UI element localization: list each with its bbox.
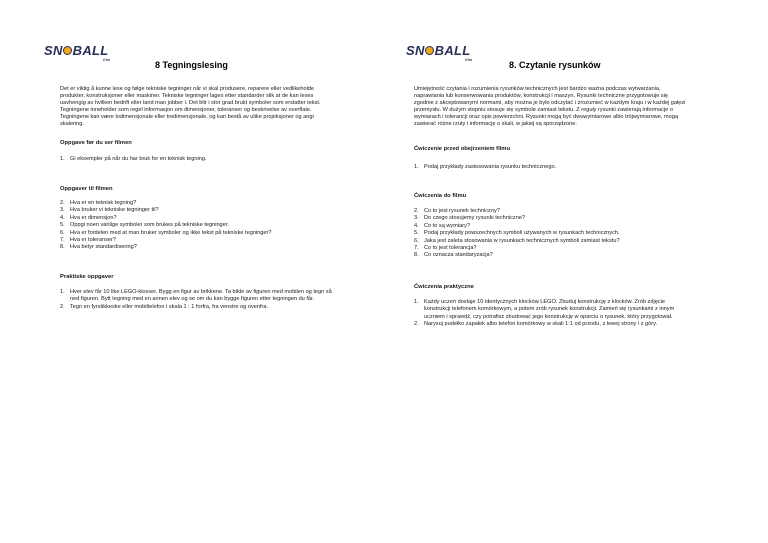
section-heading-practical-left: Praktiske oppgaver — [60, 274, 114, 280]
list-item — [414, 223, 688, 230]
logo-subtext: film — [103, 58, 111, 62]
task-list-practical-right — [414, 299, 688, 329]
page-title-left: 8 Tegningslesing — [155, 60, 228, 70]
list-item-text: Hva er toleranser? — [70, 237, 117, 244]
list-item-number: 5. — [414, 230, 419, 237]
list-item-number: 3. — [60, 207, 65, 214]
logo-wordmark — [44, 43, 111, 62]
task-list-before-film-left — [60, 156, 332, 163]
task-list-practical-left — [60, 289, 332, 311]
logo-text-part1: SN — [44, 43, 63, 58]
list-item — [414, 252, 688, 259]
list-item — [414, 299, 688, 321]
list-item — [60, 156, 332, 163]
list-item — [414, 208, 688, 215]
logo-ball-icon — [63, 46, 72, 55]
logo-text-part1: SN — [406, 43, 425, 58]
list-item-text: Oppgi noen vanlige symboler som brukes på tekniske tegninger. — [70, 222, 229, 229]
list-item-text: Hver elev får 10 like LEGO-klosser. Bygg en figur av brikkene. Ta bilde av figuren med mobilen og tegn så ned figuren. Bytt tegning med en annen elev og se om du kan bygge figuren etter tegningen du får. — [70, 289, 332, 303]
list-item — [60, 222, 332, 229]
right-page — [384, 0, 768, 543]
list-item-number: 4. — [60, 214, 65, 221]
list-item-number: 1. — [60, 156, 65, 162]
list-item-text: Gi eksempler på når du har bruk for en teknisk tegning. — [70, 156, 207, 162]
list-item-number: 8. — [60, 244, 65, 251]
list-item — [60, 289, 332, 304]
list-item-number: 6. — [414, 237, 419, 244]
logo-text-part2: BALL — [72, 43, 109, 58]
list-item-number: 1. — [414, 164, 419, 170]
list-item-text: Hva er dimensjon? — [70, 214, 117, 221]
list-item-text: Tegn en fyrstikkeske eller mobiltelefon i skala 1 : 1 forfra, fra venstre og ovenfra. — [70, 303, 269, 310]
list-item-text: Co to są wymiary? — [424, 222, 471, 229]
list-item-text: Hva betyr standardisering? — [70, 244, 137, 251]
list-item-text: Co to jest rysunek techniczny? — [424, 208, 500, 214]
list-item-text: Do czego stosujemy rysunki techniczne? — [424, 215, 526, 222]
list-item — [60, 207, 332, 214]
list-item-number: 5. — [60, 222, 65, 229]
list-item-text: Hva bruker vi tekniske tegninger til? — [70, 207, 159, 214]
logo-wordmark — [406, 43, 473, 62]
list-item — [414, 321, 688, 328]
list-item-text: Co to jest tolerancja? — [424, 245, 477, 252]
list-item — [60, 237, 332, 244]
list-item-text: Podaj przykłady powszechnych symboli używanych w rysunkach technicznych. — [424, 230, 620, 237]
list-item — [60, 230, 332, 237]
list-item-number: 3. — [414, 215, 419, 222]
list-item — [414, 215, 688, 222]
task-list-film-left — [60, 200, 332, 252]
list-item-text: Jaka jest zaleta stosowania w rysunkach technicznych symboli zamiast tekstu? — [424, 237, 620, 244]
logo-text-part2: BALL — [434, 43, 471, 58]
list-item-number: 7. — [60, 237, 65, 244]
list-item-text: Narysuj pudełko zapałek albo telefon komórkowy w skali 1:1 od przodu, z lewej strony i z góry. — [424, 321, 658, 328]
list-item-text: Podaj przykłady zastosowania rysunku technicznego. — [424, 164, 557, 170]
section-heading-before-film-right: Ćwiczenie przed obejrzeniem filmu — [414, 146, 510, 152]
list-item-number: 2. — [414, 208, 419, 214]
list-item-number: 1. — [60, 289, 65, 295]
section-heading-film-tasks-right: Ćwiczenia do filmu — [414, 193, 467, 199]
list-item-number: 4. — [414, 222, 419, 229]
section-heading-film-tasks-left: Oppgaver til filmen — [60, 186, 113, 192]
list-item — [414, 230, 688, 237]
list-item-number: 8. — [414, 252, 419, 259]
list-item-number: 2. — [414, 321, 419, 328]
list-item — [414, 238, 688, 245]
task-list-before-film-right — [414, 164, 688, 171]
list-item-number: 6. — [60, 229, 65, 236]
intro-paragraph-right: Umiejętność czytania i rozumienia rysunków technicznych jest bardzo ważna podczas wytwarzania, naprawiania lub konserwowania produktów, konstrukcji i maszyn. Rysunki techniczne przygotowuje się zgodnie z akceptowanymi normami, aby można je było odczytać i zrozumieć w każdym kraju i w każdej gałęzi przemysłu. W dużym stopniu stosuje się symbole zamiast tekstu. Z reguły rysunki zawierają informacje o wymiarach i tolerancji oraz opis powierzchni. Rysunki mogą być dwuwymiarowe albo trójwymiarowe, mogą zawierać różne rzuty i informację o skali, w jakiej są sporządzone. — [414, 86, 686, 128]
section-heading-practical-right: Ćwiczenia praktyczne — [414, 284, 474, 290]
list-item-text: Każdy uczeń dostaje 10 identycznych klocków LEGO. Zbuduj konstrukcję z klocków. Zrób zdjęcie konstrukcji telefonem komórkowym, a potem zrób rysunek konstrukcji. Zamień się rysunkami z innym uczniem i sprawdź, czy potrafisz zbudować jego konstrukcję w oparciu o rysunek, który przygotował. — [424, 299, 675, 320]
list-item — [60, 304, 332, 311]
list-item — [414, 245, 688, 252]
task-list-film-right — [414, 208, 688, 260]
section-heading-before-film-left: Oppgave før du ser filmen — [60, 140, 132, 146]
list-item-text: Hva er fordelen med at man bruker symboler og ikke tekst på tekniske tegninger? — [70, 229, 272, 236]
list-item — [60, 200, 332, 207]
page-title-right: 8. Czytanie rysunków — [509, 60, 601, 70]
list-item-text: Co oznacza standaryzacja? — [424, 252, 493, 259]
list-item — [60, 244, 332, 251]
list-item — [414, 164, 688, 171]
logo-subtext: film — [465, 58, 473, 62]
snoball-logo-left — [44, 36, 111, 62]
list-item-number: 7. — [414, 245, 419, 252]
list-item-number: 2. — [60, 200, 65, 206]
logo-ball-icon — [425, 46, 434, 55]
intro-paragraph-left: Det er viktig å kunne lese og følge tekniske tegninger når vi skal produsere, reparere eller vedlikeholde produkter, konstruksjoner eller maskiner. Tekniske tegninger lages etter standarder slik at de kan leses uavhengig av hvilken bedrift eller land man jobber i. Det blir i stor grad brukt symboler som erstatter tekst. Tegningene inneholder som regel informasjon om dimensjoner, toleranser og beskrivelse av overflate. Tegningene kan være todimensjonale eller tredimensjonale, og kan bestå av ulike projeksjoner og angi skalering. — [60, 86, 321, 128]
list-item-number: 2. — [60, 303, 65, 310]
snoball-logo-right — [406, 36, 473, 62]
list-item-text: Hva er en teknisk tegning? — [70, 200, 137, 206]
list-item-number: 1. — [414, 299, 419, 305]
